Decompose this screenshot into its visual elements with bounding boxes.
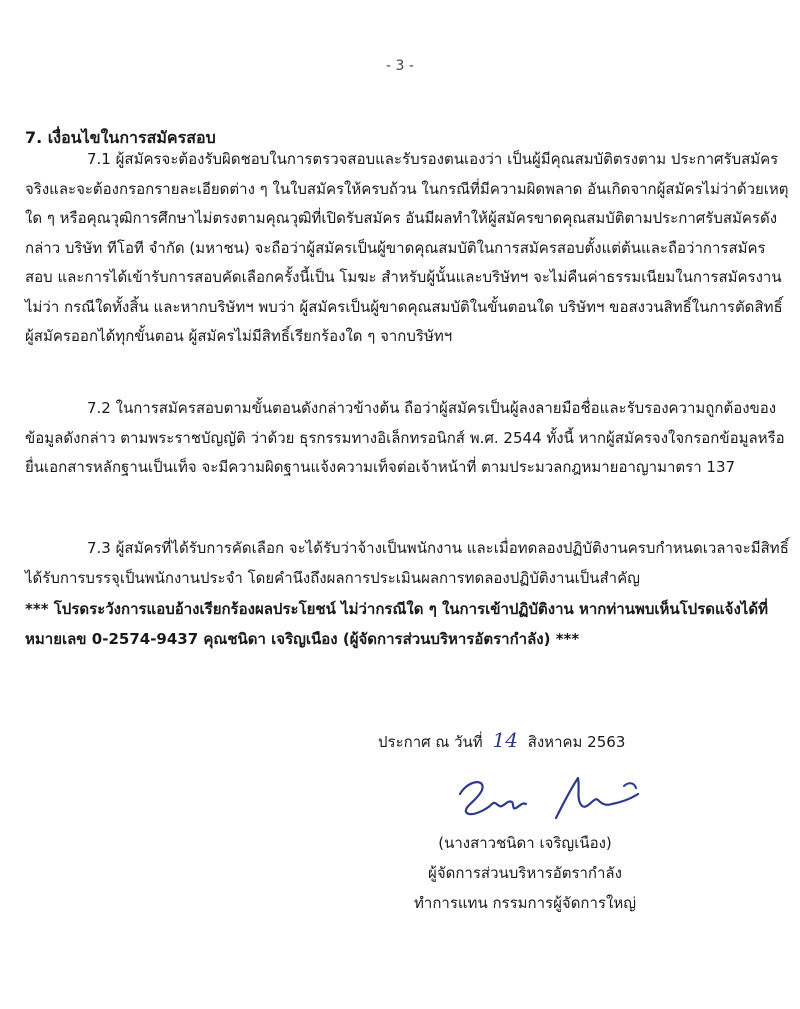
fraud-warning-notice: *** โปรดระวังการแอบอ้างเรียกร้องผลประโยชน์ ไม่ว่ากรณีใด ๆ ในการเข้าปฏิบัติงาน หากท่านพบเห็นโปรดแจ้งได้ที่หมายเลข 0-2574-9437 คุณชนิดา เจริญเนือง (ผู้จัดการส่วนบริหารอัตรากำลัง) *** — [25, 600, 768, 648]
handwritten-signature — [452, 766, 652, 830]
paragraph-7-2 — [25, 394, 791, 483]
signatory-acting-for: ทำการแทน กรรมการผู้จัดการใหญ่ — [414, 894, 636, 912]
paragraph-7-3 — [25, 534, 791, 593]
signatory-position: ผู้จัดการส่วนบริหารอัตรากำลัง — [428, 864, 622, 882]
signatory-name: (นางสาวชนิดา เจริญเนือง) — [438, 834, 612, 852]
signatory-block — [380, 828, 670, 918]
paragraph-7-2-text: 7.2 ในการสมัครสอบตามขั้นตอนดังกล่าวข้างต้น ถือว่าผู้สมัครเป็นผู้ลงลายมือชื่อและรับรองความถูกต้องของข้อมูลดังกล่าว ตามพระราชบัญญัติ ว่าด้วย ธุรกรรมทางอิเล็กทรอนิกส์ พ.ศ. 2544 ทั้งนี้ หากผู้สมัครจงใจกรอกข้อมูลหรือยื่นเอกสารหลักฐานเป็นเท็จ จะมีความผิดฐานแจ้งความเท็จต่อเจ้าหน้าที่ ตามประมวลกฎหมายอาญามาตรา 137 — [25, 399, 785, 476]
handwritten-day: 14 — [492, 728, 518, 752]
announcement-date — [378, 728, 625, 754]
paragraph-7-1 — [25, 145, 791, 352]
page-number: - 3 - — [386, 58, 414, 74]
section-heading: 7. เงื่อนไขในการสมัครสอบ — [25, 128, 216, 147]
paragraph-7-3-text: 7.3 ผู้สมัครที่ได้รับการคัดเลือก จะได้รับว่าจ้างเป็นพนักงาน และเมื่อทดลองปฏิบัติงานครบกำหนดเวลาจะมีสิทธิ์ได้รับการบรรจุเป็นพนักงานประจำ โดยคำนึงถึงผลการประเมินผลการทดลองปฏิบัติงานเป็นสำคัญ — [25, 539, 789, 587]
announcement-month-year: สิงหาคม 2563 — [527, 733, 626, 751]
paragraph-7-1-text: 7.1 ผู้สมัครจะต้องรับผิดชอบในการตรวจสอบและรับรองตนเองว่า เป็นผู้มีคุณสมบัติตรงตาม ประกาศรับสมัครจริงและจะต้องกรอกรายละเอียดต่าง ๆ ในใบสมัครให้ครบถ้วน ในกรณีที่มีความผิดพลาด อันเกิดจากผู้สมัครไม่ว่าด้วยเหตุใด ๆ หรือคุณวุฒิการศึกษาไม่ตรงตามคุณวุฒิที่เปิดรับสมัคร อันมีผลทำให้ผู้สมัครขาดคุณสมบัติตามประกาศรับสมัครดังกล่าว บริษัท ทีโอที จำกัด (มหาชน) จะถือว่าผู้สมัครเป็นผู้ขาดคุณสมบัติในการสมัครสอบตั้งแต่ต้นและถือว่าการสมัครสอบ และการได้เข้ารับการสอบคัดเลือกครั้งนี้เป็น โมฆะ สำหรับผู้นั้นและบริษัทฯ จะไม่คืนค่าธรรมเนียมในการสมัครงาน ไม่ว่า กรณีใดทั้งสิ้น และหากบริษัทฯ พบว่า ผู้สมัครเป็นผู้ขาดคุณสมบัติในขั้นตอนใด บริษัทฯ ขอสงวนสิทธิ์ในการตัดสิทธิ์ผู้สมัครออกได้ทุกขั้นตอน ผู้สมัครไม่มีสิทธิ์เรียกร้องใด ๆ จากบริษัทฯ — [25, 150, 789, 345]
announcement-prefix: ประกาศ ณ วันที่ — [378, 733, 483, 751]
